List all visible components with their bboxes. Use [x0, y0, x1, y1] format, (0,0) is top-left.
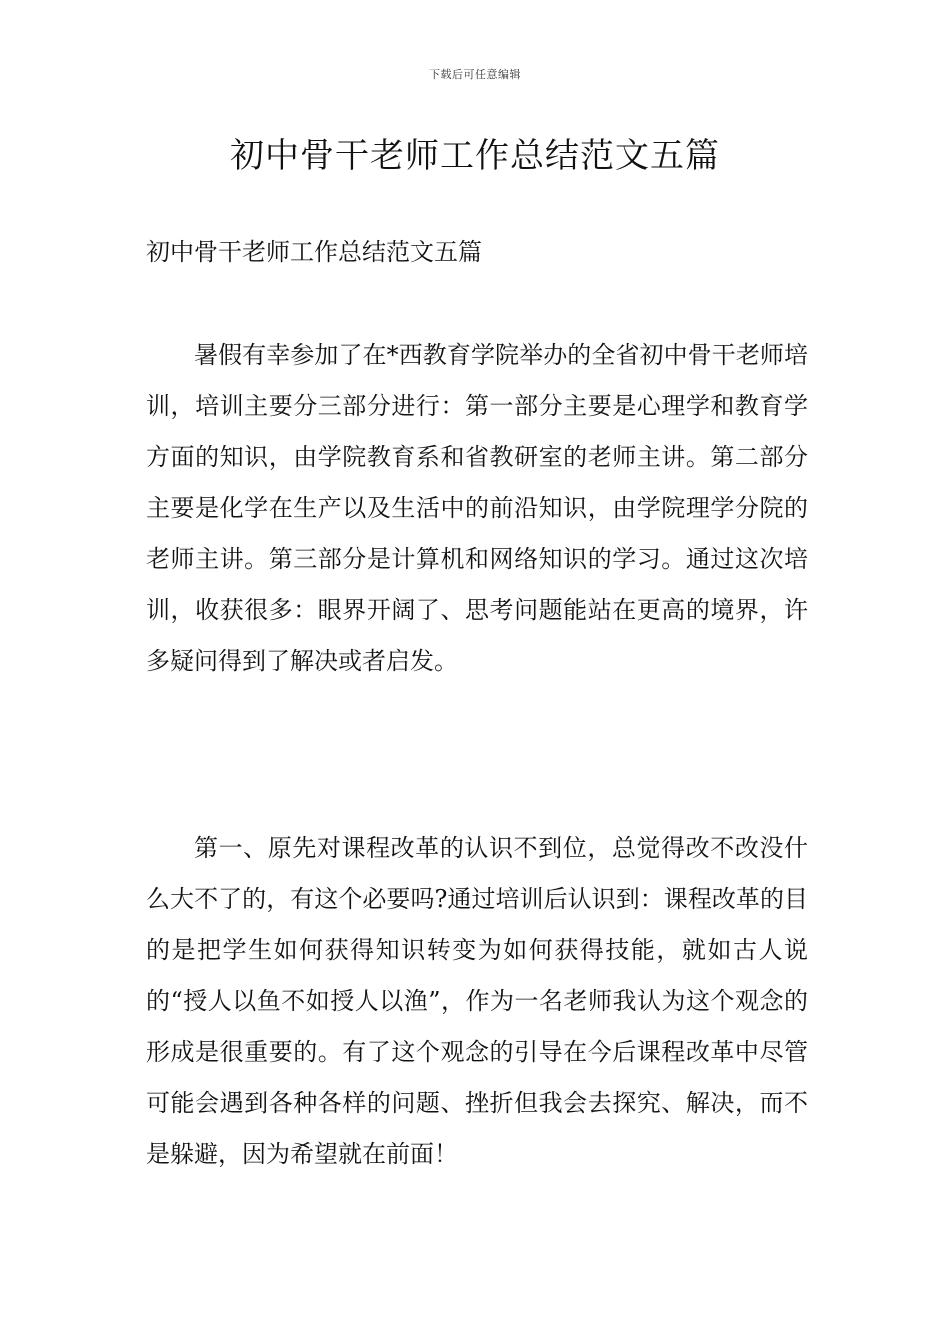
document-subtitle: 初中骨干老师工作总结范文五篇	[146, 238, 482, 266]
body-paragraph: 第一、原先对课程改革的认识不到位，总觉得改不改没什么大不了的，有这个必要吗?通过培训后认识到：课程改革的目的是把学生如何获得知识转变为如何获得技能，就如古人说的“授人以鱼不如授人以渔”，作为一名老师我认为这个观念的形成是很重要的。有了这个观念的引导在今后课程改革中尽管可能会遇到各种各样的问题、挫折但我会去探究、解决，而不是躲避，因为希望就在前面！	[146, 834, 808, 1168]
document-title: 初中骨干老师工作总结范文五篇	[230, 136, 720, 176]
body-paragraph: 暑假有幸参加了在*西教育学院举办的全省初中骨干老师培训，培训主要分三部分进行：第一部分主要是心理学和教育学方面的知识，由学院教育系和省教研室的老师主讲。第二部分主要是化学在生产以及生活中的前沿知识，由学院理学分院的老师主讲。第三部分是计算机和网络知识的学习。通过这次培训，收获很多：眼界开阔了、思考问题能站在更高的境界，许多疑问得到了解决或者启发。	[146, 341, 808, 675]
header-note: 下载后可任意编辑	[429, 68, 521, 81]
